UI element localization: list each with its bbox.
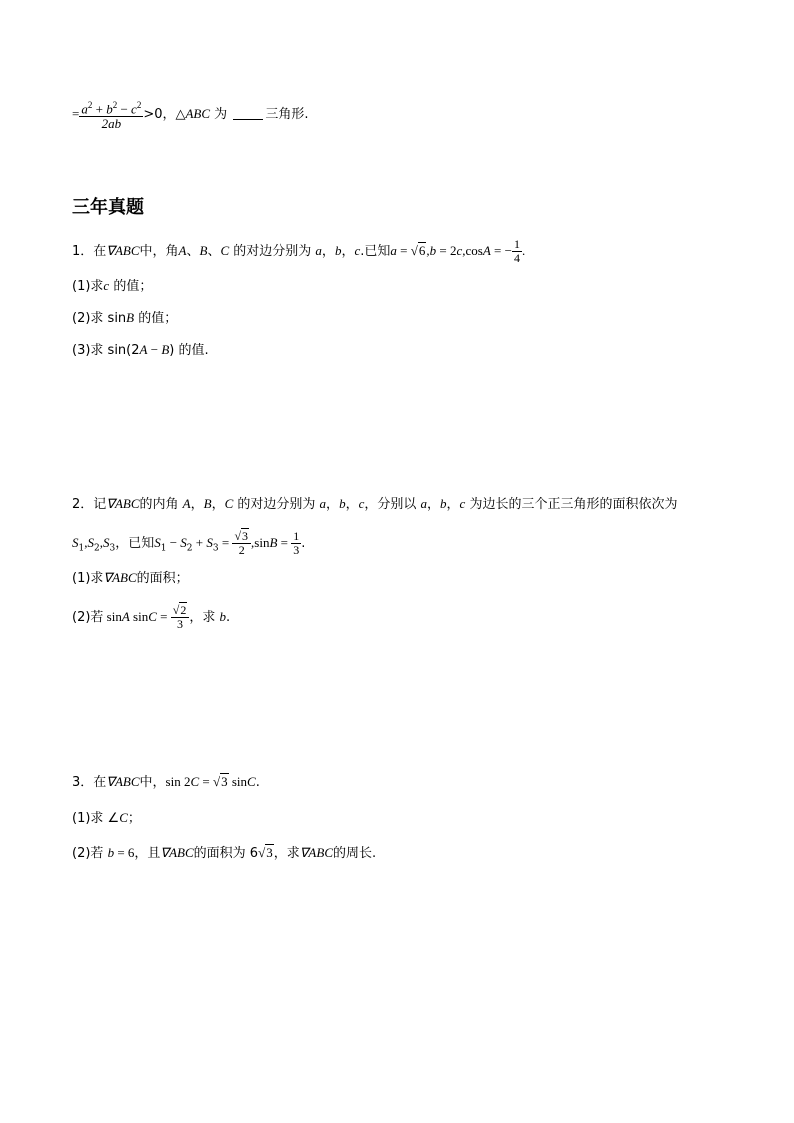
section-title: 三年真题 <box>72 197 144 218</box>
question-1-part-2: (2)求 sinB 的值； <box>72 310 178 326</box>
question-2-stem: 2．记∇ABC的内角 A，B，C 的对边分别为 a，b，c，分别以 a，b，c 为边长的三个正三角形的面积依次为 <box>72 496 678 512</box>
question-2-part-1: (1)求∇ABC的面积； <box>72 570 189 586</box>
question-3-part-1: (1)求 ∠C； <box>72 810 141 826</box>
question-1-part-1: (1)求c 的值； <box>72 278 153 294</box>
answer-blank <box>233 107 263 120</box>
question-3-part-2: (2)若 b = 6，且∇ABC的面积为 6√3，求∇ABC的周长. <box>72 845 377 861</box>
question-1-part-3: (3)求 sin(2A − B) 的值. <box>72 342 209 358</box>
question-1-stem: 1．在∇ABC中，角A、B、C 的对边分别为 a，b，c.已知a = √6,b = 2c,cosA = − $\frac{1}{4}$ . <box>72 237 526 265</box>
cosine-fraction: $\frac{a^2 + b^2 - c^2}{2ab}$ <box>81 100 142 132</box>
fraction-one-quarter: $\frac{1}{4}$ <box>513 237 520 265</box>
sqrt-3: √3 <box>212 774 228 789</box>
sqrt-3-area: √3 <box>258 845 273 860</box>
fraction-one-third: $\frac{1}{3}$ <box>293 529 300 557</box>
fraction-root3-over-2: $\frac{√3}{2}$ <box>232 530 251 557</box>
question-3-stem: 3．在∇ABC中，sin 2C = √3 sinC. <box>72 774 260 790</box>
question-2-condition: $S_1,S_2,S_3$，已知$S_1 - S_2 + S_3$ = $\frac{√3}{2}$ ,sinB = $\frac{1}{3}$ . <box>72 529 306 557</box>
sqrt-6: √6 <box>410 243 426 258</box>
law-of-cosines-fragment: = $\frac{a^2 + b^2 - c^2}{2ab}$ >0，△ABC 为 三角形. <box>72 100 309 132</box>
fraction-root2-over-3: $\frac{√2}{3}$ <box>171 604 190 631</box>
question-2-part-2: (2)若 sinA sinC = $\frac{√2}{3}$ ，求 b. <box>72 603 231 631</box>
